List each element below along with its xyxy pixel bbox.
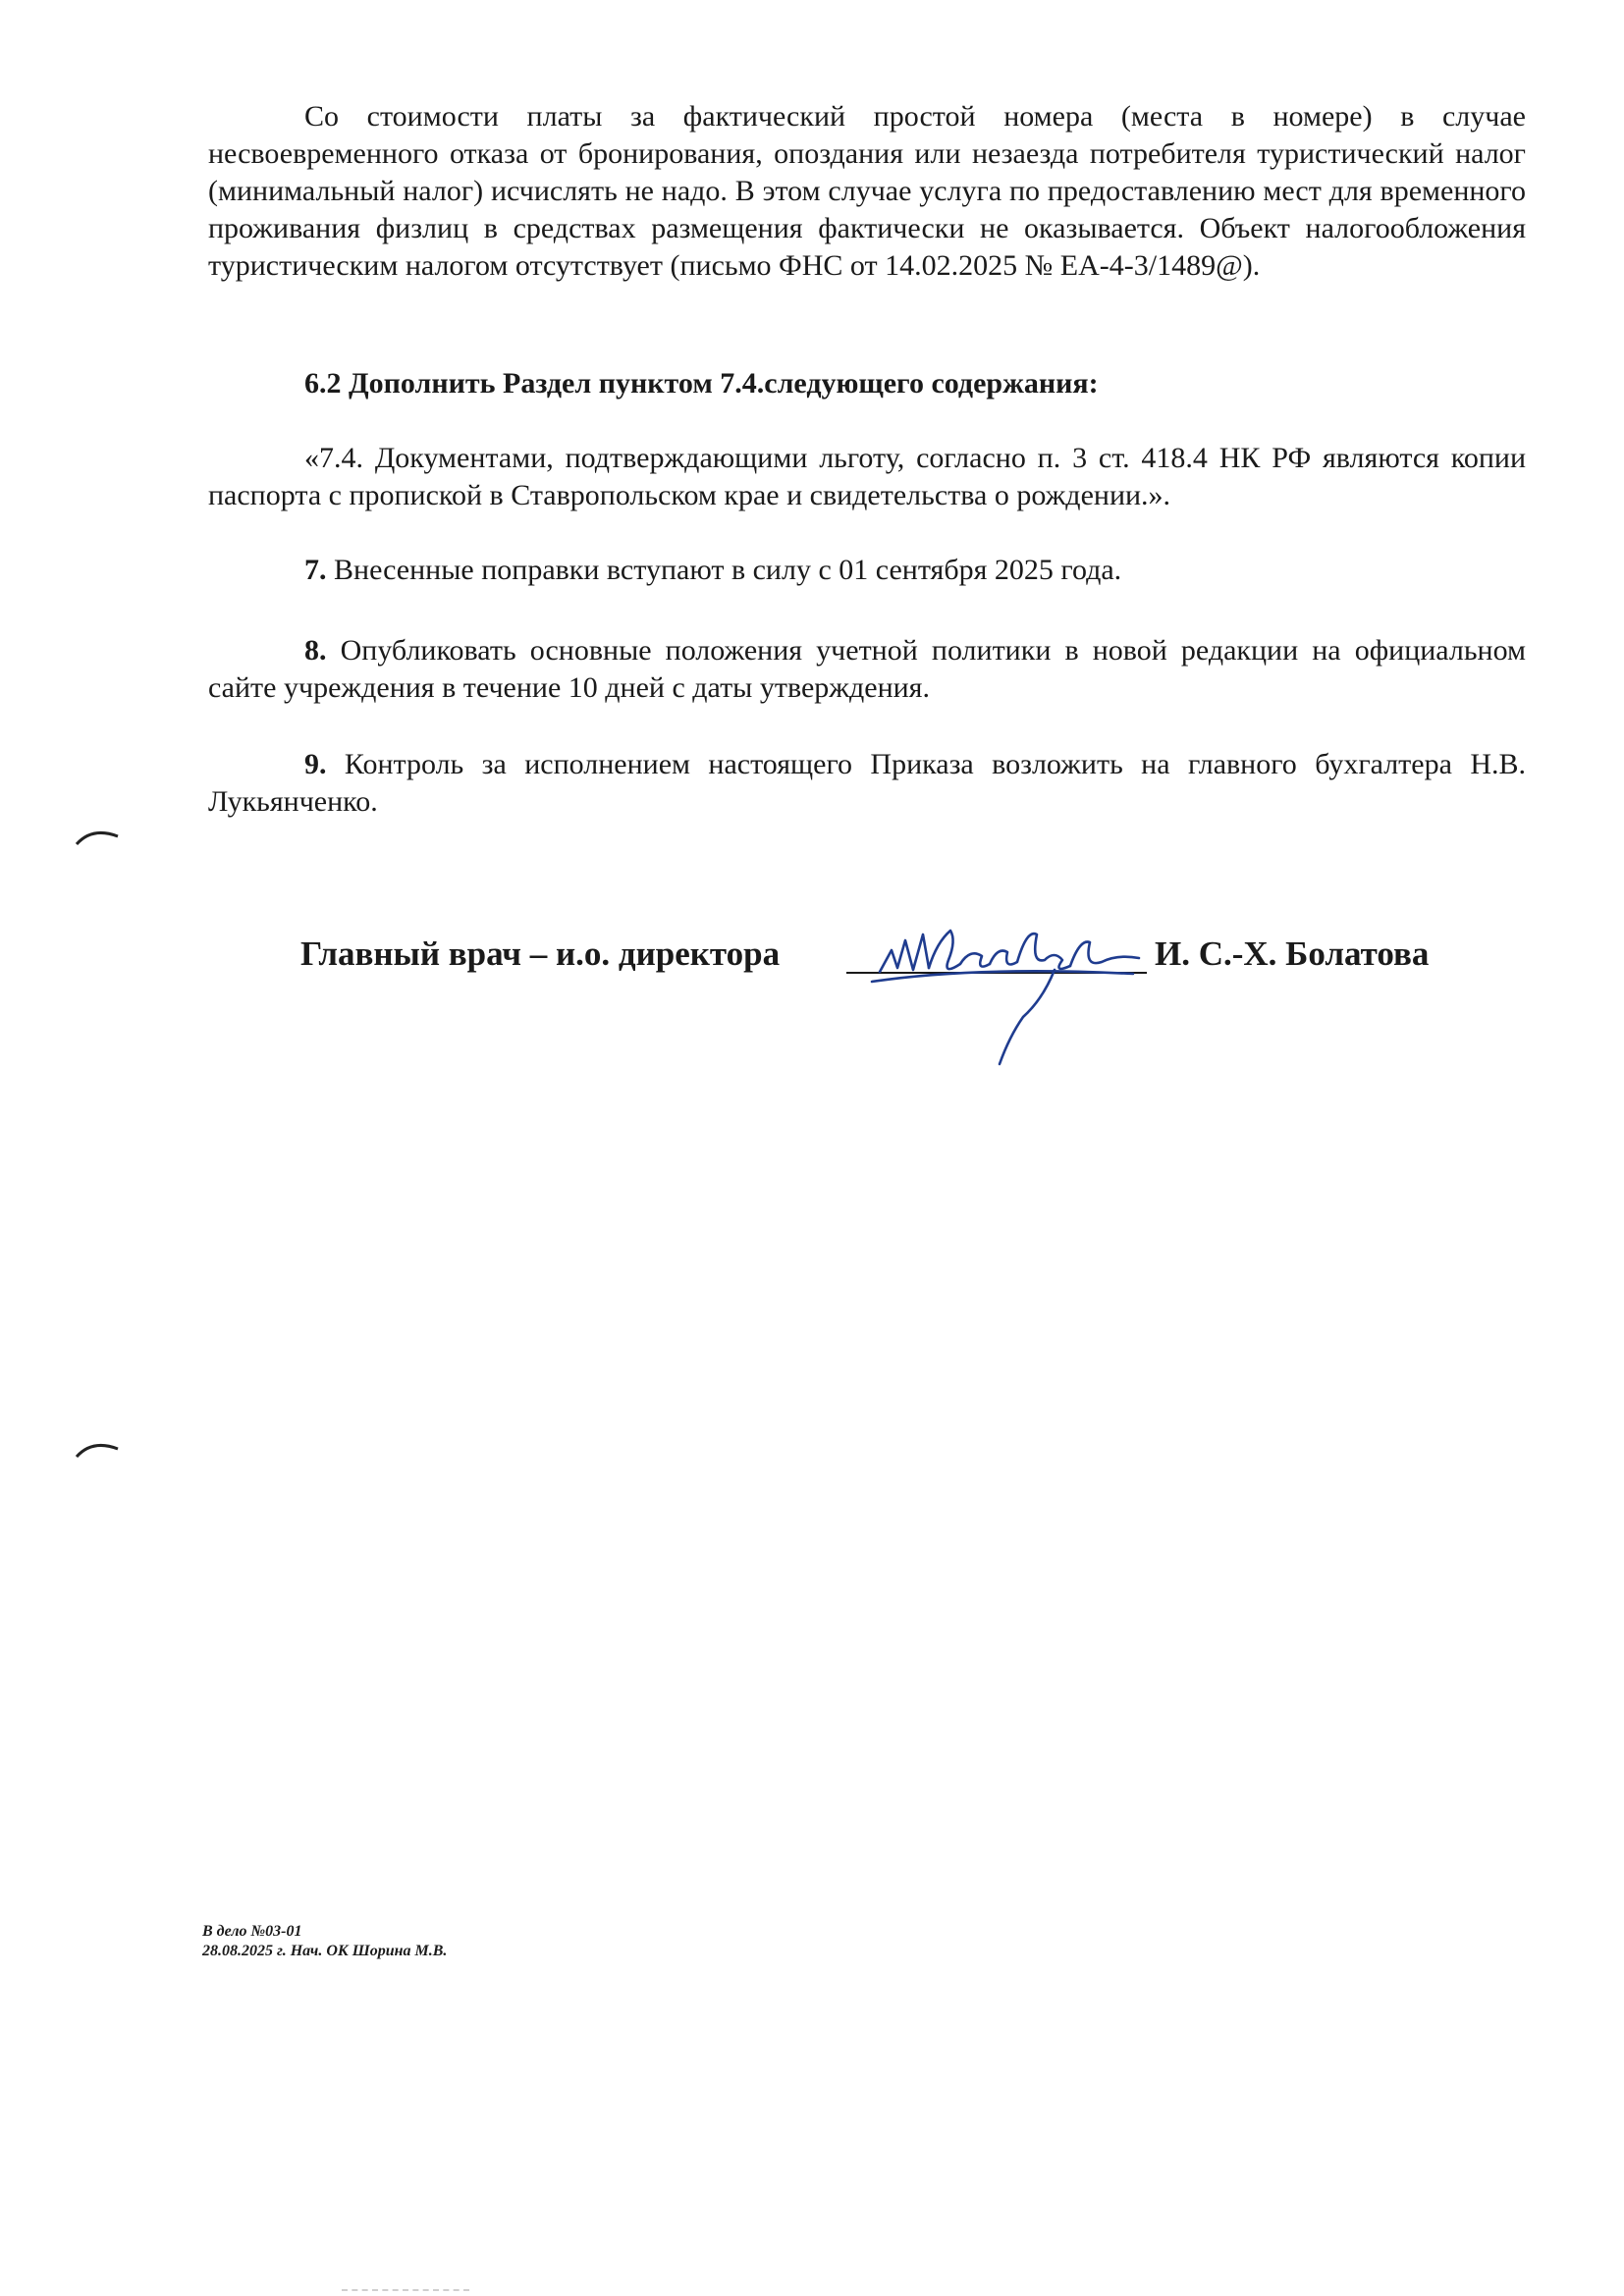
punch-hole-mark-upper xyxy=(75,825,122,848)
signatory-position: Главный врач – и.о. директора xyxy=(300,934,781,973)
punch-hole-mark-lower xyxy=(75,1437,122,1461)
item-7-text: Внесенные поправки вступают в силу с 01 сентября 2025 года. xyxy=(334,554,1122,586)
item-9-text: Контроль за исполнением настоящего Приказа возложить на главного бухгалтера Н.В. Лукьянченко. xyxy=(208,748,1527,818)
paragraph-tax-note xyxy=(208,98,1526,285)
signature-block xyxy=(300,933,1479,1050)
archive-note-date-signer: 28.08.2025 г. Нач. ОК Шорина М.В. xyxy=(202,1943,448,1959)
paragraph-7-4-text: «7.4. Документами, подтверждающими льготу, согласно п. 3 ст. 418.4 НК РФ являются копии паспорта с пропиской в Ставропольском крае и свидетельства о рождении.». xyxy=(208,442,1526,511)
item-8 xyxy=(208,632,1526,707)
item-9-number: 9. xyxy=(304,748,327,780)
item-8-number: 8. xyxy=(304,634,327,667)
item-7 xyxy=(208,552,1526,589)
scan-bottom-mark xyxy=(342,2289,469,2291)
signatory-name: И. С.-Х. Болатова xyxy=(1155,934,1430,973)
item-9 xyxy=(208,746,1526,821)
archive-note xyxy=(202,1922,447,1961)
section-6-2-heading: 6.2 Дополнить Раздел пунктом 7.4.следующего содержания: xyxy=(304,367,1099,400)
handwritten-signature xyxy=(860,891,1145,1068)
item-7-number: 7. xyxy=(304,554,327,586)
item-8-text: Опубликовать основные положения учетной политики в новой редакции на официальном сайте учреждения в течение 10 дней с даты утверждения. xyxy=(208,634,1527,704)
archive-note-case: В дело №03-01 xyxy=(202,1923,302,1940)
paragraph-7-4 xyxy=(208,440,1526,514)
paragraph-tax-text: Со стоимости платы за фактический простой номера (места в номере) в случае несвоевременного отказа от бронирования, опоздания или незаезда потребителя туристический налог (минимальный налог) исчислять не надо. В этом случае услуга по предоставлению мест для временного проживания физлиц в средствах размещения фактически не оказывается. Объект налогообложения туристическим налогом отсутствует (письмо ФНС от 14.02.2025 № ЕА-4-3/1489@). xyxy=(208,100,1526,282)
